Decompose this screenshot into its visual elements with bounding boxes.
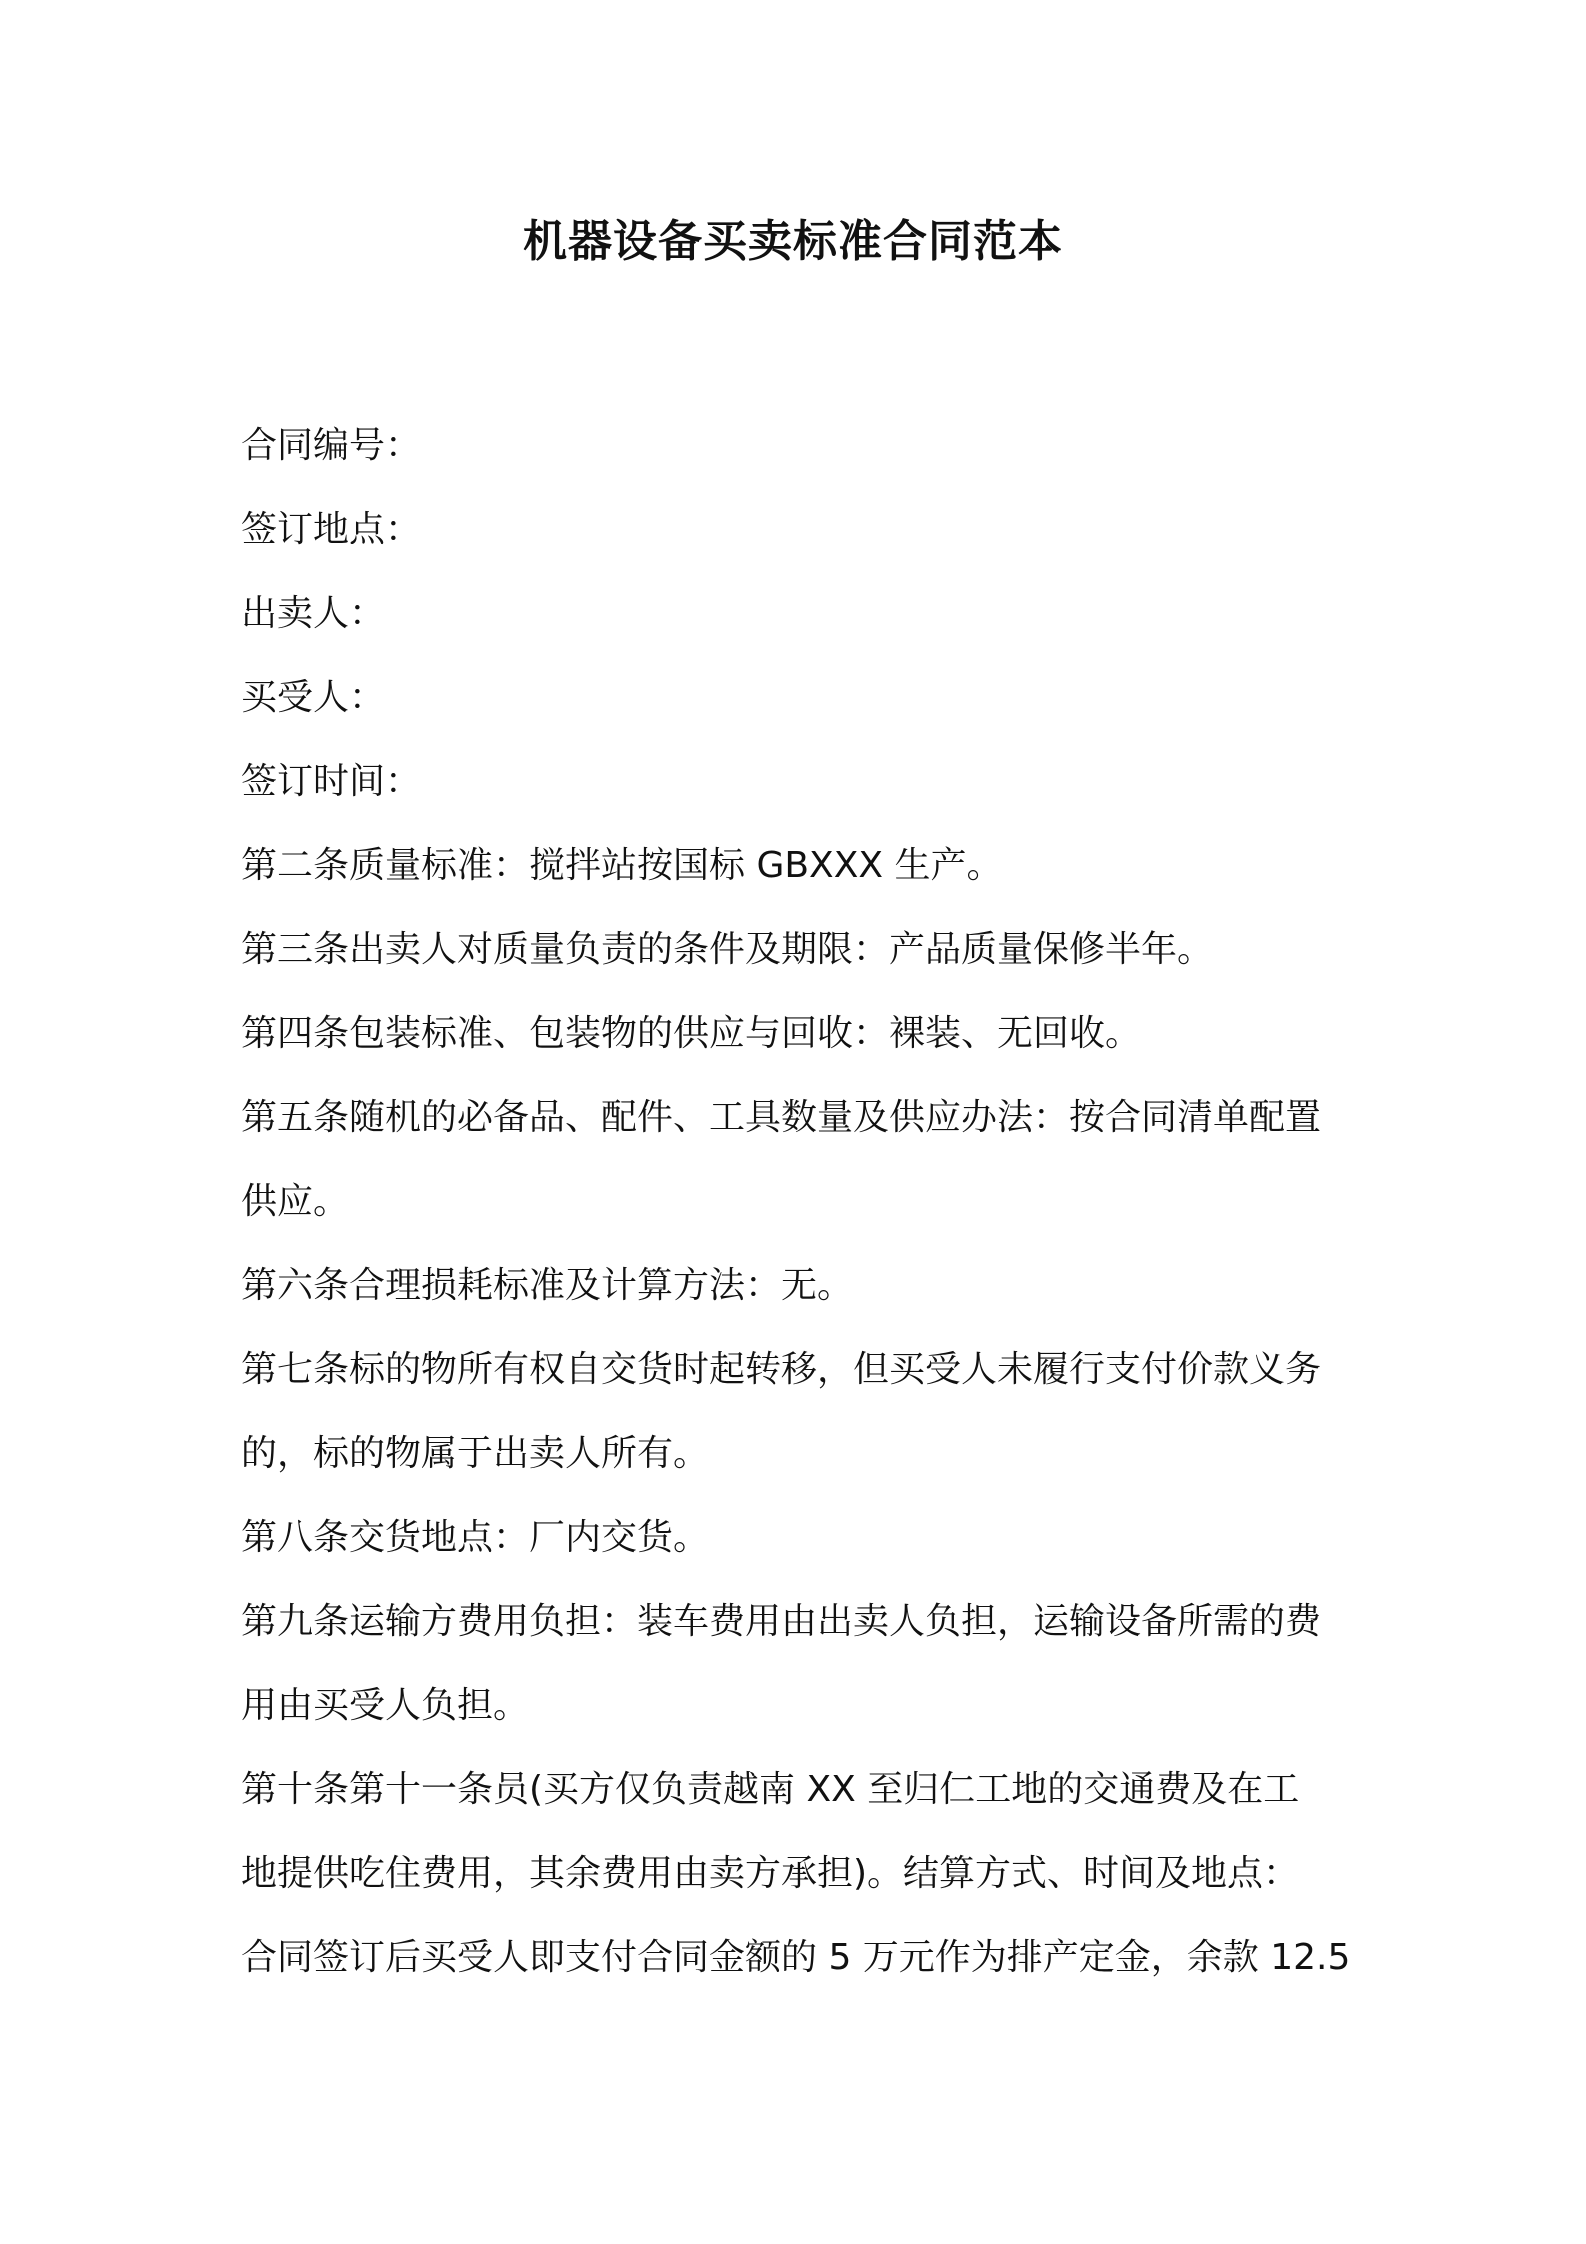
clause-9-transport: 第九条运输方费用负担：装车费用由出卖人负担，运输设备所需的费 xyxy=(241,1601,1322,1642)
clause-4-packaging: 第四条包装标准、包装物的供应与回收：裸装、无回收。 xyxy=(241,1013,1142,1054)
field-signing-place: 签订地点： xyxy=(241,509,422,550)
clause-3-warranty: 第三条出卖人对质量负责的条件及期限：产品质量保修半年。 xyxy=(241,929,1214,970)
clause-8-delivery: 第八条交货地点：厂内交货。 xyxy=(241,1517,710,1558)
clause-10-11-settlement-cont: 地提供吃住费用，其余费用由卖方承担)。结算方式、时间及地点： xyxy=(241,1853,1300,1894)
clause-9-transport-cont: 用由买受人负担。 xyxy=(241,1685,530,1726)
clause-5-accessories: 第五条随机的必备品、配件、工具数量及供应办法：按合同清单配置 xyxy=(241,1097,1322,1138)
clause-6-loss: 第六条合理损耗标准及计算方法：无。 xyxy=(241,1265,854,1306)
field-contract-number: 合同编号： xyxy=(241,425,422,466)
document-title: 机器设备买卖标准合同范本 xyxy=(523,216,1063,267)
clause-5-accessories-cont: 供应。 xyxy=(241,1181,350,1222)
clause-10-11-settlement-cont-2: 合同签订后买受人即支付合同金额的 5 万元作为排产定金，余款 12.5 xyxy=(241,1937,1351,1978)
clause-2-quality: 第二条质量标准：搅拌站按国标 GBXXX 生产。 xyxy=(241,845,1003,886)
clause-10-11-settlement: 第十条第十一条员(买方仅负责越南 XX 至归仁工地的交通费及在工 xyxy=(241,1769,1300,1810)
field-signing-time: 签订时间： xyxy=(241,761,422,802)
document-body xyxy=(241,404,1357,2000)
field-buyer: 买受人： xyxy=(241,677,386,718)
clause-7-ownership: 第七条标的物所有权自交货时起转移，但买受人未履行支付价款义务 xyxy=(241,1349,1322,1390)
field-seller: 出卖人： xyxy=(241,593,386,634)
clause-7-ownership-cont: 的，标的物属于出卖人所有。 xyxy=(241,1433,710,1474)
